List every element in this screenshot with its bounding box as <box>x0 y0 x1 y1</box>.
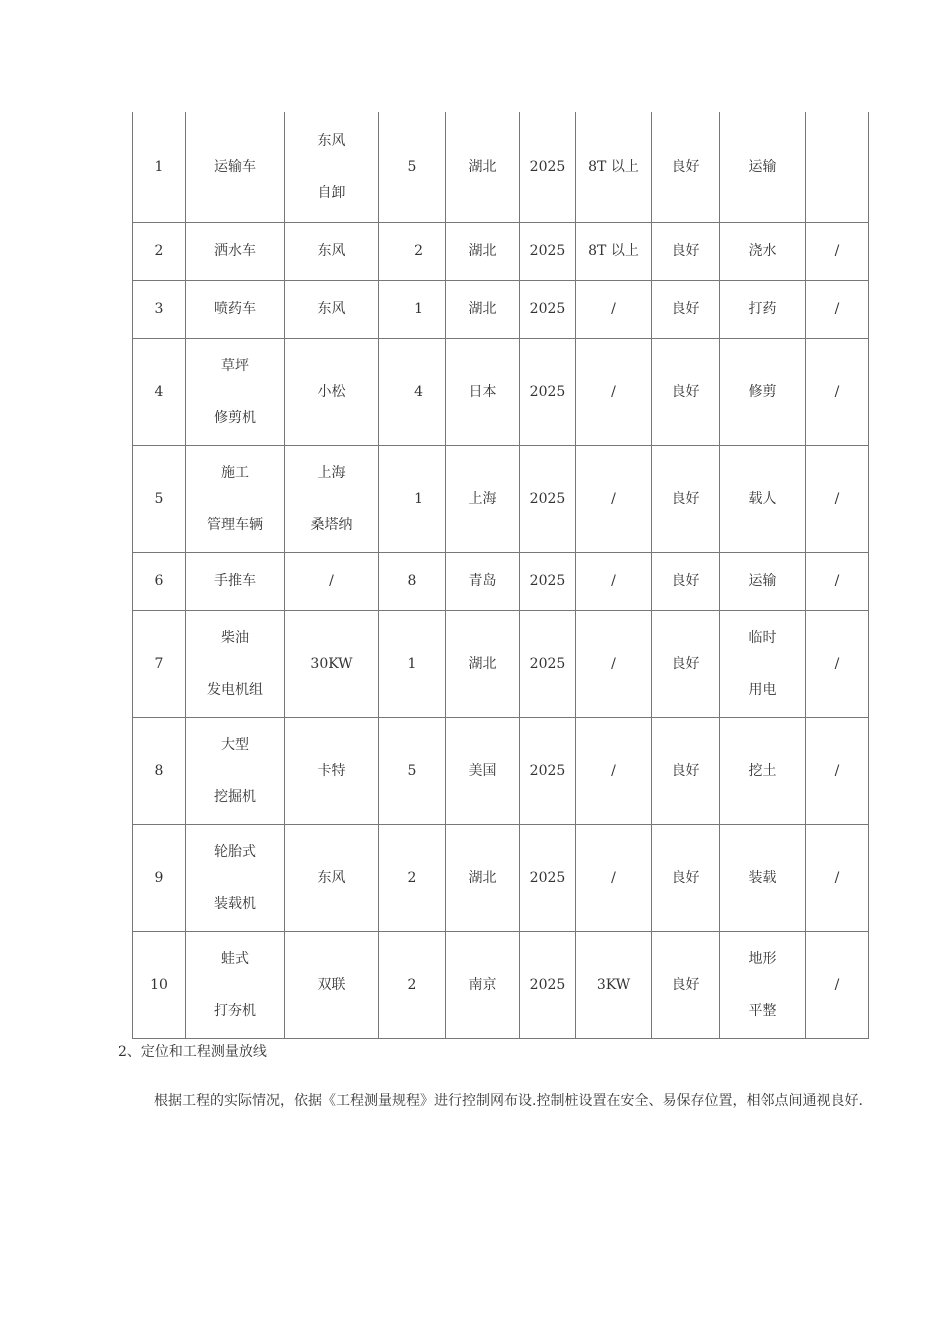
cell-brand-line: / <box>329 573 334 589</box>
cell-remark-text: / <box>834 383 840 400</box>
cell-brand-line: 双联 <box>317 976 346 993</box>
cell-brand <box>285 445 379 552</box>
cell-brand-line: 东风 <box>317 869 346 886</box>
cell-brand <box>285 338 379 445</box>
cell-use-line: 运输 <box>748 158 777 175</box>
cell-use <box>720 824 806 931</box>
cell-capacity <box>576 112 652 222</box>
cell-no-text: 4 <box>154 383 164 400</box>
cell-name <box>186 445 285 552</box>
cell-condition <box>652 931 720 1038</box>
cell-qty <box>379 112 446 222</box>
cell-year <box>520 717 576 824</box>
cell-remark-text: / <box>834 301 840 317</box>
cell-use-line: 修剪 <box>748 383 777 400</box>
cell-condition-text: 良好 <box>671 158 700 175</box>
cell-remark <box>806 610 869 717</box>
cell-condition <box>652 610 720 717</box>
cell-remark-text: / <box>834 762 840 779</box>
cell-qty-text: 2 <box>407 976 417 993</box>
cell-origin <box>446 824 520 931</box>
cell-name <box>186 112 285 222</box>
cell-use-line: 平整 <box>748 1002 777 1019</box>
cell-remark <box>806 280 869 338</box>
cell-remark <box>806 552 869 610</box>
cell-remark <box>806 338 869 445</box>
cell-qty <box>379 824 446 931</box>
cell-qty <box>379 610 446 717</box>
cell-origin-text: 湖北 <box>468 243 497 259</box>
cell-no-text: 9 <box>154 869 164 886</box>
cell-capacity <box>576 824 652 931</box>
cell-capacity-text: / <box>611 869 616 886</box>
cell-remark-text: / <box>834 976 840 993</box>
cell-name-line: 挖掘机 <box>214 788 256 805</box>
cell-name-line: 草坪 <box>221 357 249 374</box>
cell-no-text: 1 <box>154 158 164 175</box>
cell-brand-line: 桑塔纳 <box>310 516 353 533</box>
cell-use <box>720 338 806 445</box>
cell-condition-text: 良好 <box>671 383 700 400</box>
cell-year <box>520 610 576 717</box>
cell-qty-text: 8 <box>407 573 417 589</box>
cell-name-line: 施工 <box>221 464 249 481</box>
cell-brand <box>285 112 379 222</box>
cell-name <box>186 222 285 280</box>
cell-year <box>520 222 576 280</box>
cell-year <box>520 824 576 931</box>
cell-brand <box>285 280 379 338</box>
cell-qty <box>379 931 446 1038</box>
cell-remark <box>806 717 869 824</box>
cell-capacity-text: / <box>611 490 616 507</box>
cell-year-text: 2025 <box>529 869 566 886</box>
cell-use-line: 载人 <box>748 490 777 507</box>
cell-qty <box>379 552 446 610</box>
cell-qty-text: 5 <box>407 158 417 175</box>
cell-name <box>186 931 285 1038</box>
cell-capacity <box>576 222 652 280</box>
cell-year <box>520 445 576 552</box>
cell-year-text: 2025 <box>529 158 566 175</box>
cell-condition <box>652 112 720 222</box>
cell-capacity-text: 8T 以上 <box>588 243 639 259</box>
cell-brand <box>285 931 379 1038</box>
cell-no <box>133 445 186 552</box>
cell-brand-line: 东风 <box>317 132 346 149</box>
cell-no-text: 2 <box>154 243 164 259</box>
cell-brand <box>285 717 379 824</box>
cell-qty-text: 1 <box>414 490 423 507</box>
cell-capacity-text: 3KW <box>596 976 631 993</box>
cell-capacity <box>576 552 652 610</box>
cell-name-line: 喷药车 <box>214 301 256 317</box>
cell-use <box>720 552 806 610</box>
cell-capacity-text: 8T 以上 <box>588 158 639 175</box>
cell-origin-text: 湖北 <box>468 158 497 175</box>
cell-origin <box>446 222 520 280</box>
cell-origin-text: 湖北 <box>468 301 497 317</box>
cell-year-text: 2025 <box>529 976 566 993</box>
cell-remark <box>806 445 869 552</box>
cell-brand-line: 东风 <box>317 301 346 317</box>
cell-name-line: 轮胎式 <box>214 843 256 860</box>
cell-brand-line: 东风 <box>317 243 346 259</box>
cell-remark-text: / <box>834 869 840 886</box>
table-row <box>133 610 869 717</box>
table-row <box>133 338 869 445</box>
cell-origin <box>446 445 520 552</box>
table-row <box>133 222 869 280</box>
cell-origin <box>446 717 520 824</box>
cell-condition-text: 良好 <box>671 976 700 993</box>
cell-name-line: 发电机组 <box>207 681 263 698</box>
cell-use-line: 运输 <box>748 573 777 589</box>
cell-name <box>186 280 285 338</box>
cell-qty <box>379 280 446 338</box>
cell-year-text: 2025 <box>529 655 566 672</box>
cell-no <box>133 610 186 717</box>
cell-name-line: 洒水车 <box>214 243 256 259</box>
cell-condition-text: 良好 <box>671 655 700 672</box>
cell-origin-text: 湖北 <box>468 869 497 886</box>
cell-origin <box>446 112 520 222</box>
section-heading: 2、定位和工程测量放线 <box>118 1044 267 1060</box>
cell-remark <box>806 824 869 931</box>
cell-qty <box>379 717 446 824</box>
cell-capacity <box>576 931 652 1038</box>
cell-year-text: 2025 <box>529 301 566 317</box>
cell-year <box>520 112 576 222</box>
cell-name <box>186 610 285 717</box>
cell-year-text: 2025 <box>529 762 566 779</box>
cell-use <box>720 717 806 824</box>
cell-capacity-text: / <box>611 762 616 779</box>
cell-qty-text: 2 <box>407 869 417 886</box>
cell-name-line: 装载机 <box>214 895 256 912</box>
cell-origin <box>446 931 520 1038</box>
cell-qty <box>379 338 446 445</box>
cell-brand <box>285 222 379 280</box>
cell-condition <box>652 717 720 824</box>
cell-remark-text: / <box>834 490 840 507</box>
cell-no-text: 7 <box>154 655 164 672</box>
cell-no-text: 8 <box>154 762 164 779</box>
cell-origin-text: 上海 <box>468 490 497 507</box>
table-row <box>133 824 869 931</box>
cell-name-line: 打夯机 <box>214 1002 256 1019</box>
cell-use-line: 挖土 <box>748 762 777 779</box>
cell-condition-text: 良好 <box>671 301 700 317</box>
cell-use-line: 临时 <box>748 629 777 646</box>
cell-name-line: 蛙式 <box>221 950 249 967</box>
cell-qty-text: 1 <box>407 655 417 672</box>
cell-condition-text: 良好 <box>671 869 700 886</box>
cell-remark <box>806 222 869 280</box>
cell-year-text: 2025 <box>529 383 566 400</box>
cell-condition-text: 良好 <box>671 490 700 507</box>
cell-origin <box>446 338 520 445</box>
cell-name <box>186 717 285 824</box>
cell-condition <box>652 338 720 445</box>
cell-condition <box>652 280 720 338</box>
cell-use <box>720 445 806 552</box>
cell-name-line: 运输车 <box>214 158 256 175</box>
cell-condition <box>652 445 720 552</box>
cell-no <box>133 112 186 222</box>
cell-remark <box>806 931 869 1038</box>
cell-no <box>133 222 186 280</box>
cell-year-text: 2025 <box>529 490 566 507</box>
equipment-table-body <box>133 112 869 1038</box>
cell-origin-text: 青岛 <box>468 573 497 589</box>
cell-capacity-text: / <box>611 573 616 589</box>
cell-capacity-text: / <box>611 383 616 400</box>
cell-remark-text: / <box>834 573 840 589</box>
cell-use <box>720 610 806 717</box>
cell-capacity-text: / <box>611 301 616 317</box>
cell-origin <box>446 610 520 717</box>
cell-condition <box>652 222 720 280</box>
cell-no-text: 5 <box>154 490 164 507</box>
cell-no-text: 10 <box>150 976 168 993</box>
cell-no <box>133 824 186 931</box>
cell-remark-text: / <box>834 655 840 672</box>
cell-brand-line: 自卸 <box>317 184 346 201</box>
cell-brand-line: 小松 <box>317 383 346 400</box>
cell-capacity <box>576 280 652 338</box>
cell-name <box>186 552 285 610</box>
equipment-table <box>132 112 869 1039</box>
cell-qty-text: 5 <box>407 762 417 779</box>
table-row <box>133 552 869 610</box>
cell-name-line: 手推车 <box>214 573 256 589</box>
table-row <box>133 931 869 1038</box>
cell-no <box>133 931 186 1038</box>
cell-name-line: 柴油 <box>221 629 249 646</box>
cell-use-line: 地形 <box>748 950 777 967</box>
cell-brand-line: 30KW <box>310 655 353 672</box>
table-row <box>133 112 869 222</box>
cell-name-line: 大型 <box>221 736 249 753</box>
cell-qty-text: 4 <box>414 383 423 400</box>
cell-origin-text: 湖北 <box>468 655 497 672</box>
section-paragraph: 根据工程的实际情况，依据《工程测量规程》进行控制网布设.控制桩设置在安全、易保存位置，相邻点间通视良好. <box>154 1093 863 1109</box>
cell-capacity-text: / <box>611 655 616 672</box>
cell-brand-line: 卡特 <box>317 762 346 779</box>
cell-year <box>520 280 576 338</box>
cell-condition <box>652 824 720 931</box>
cell-capacity <box>576 610 652 717</box>
cell-no <box>133 552 186 610</box>
cell-brand <box>285 552 379 610</box>
cell-name <box>186 824 285 931</box>
cell-year-text: 2025 <box>529 573 566 589</box>
cell-qty-text: 1 <box>414 301 423 317</box>
table-row <box>133 280 869 338</box>
cell-condition-text: 良好 <box>671 573 700 589</box>
cell-condition-text: 良好 <box>671 243 700 259</box>
cell-use-line: 装载 <box>748 869 777 886</box>
cell-year <box>520 338 576 445</box>
cell-condition-text: 良好 <box>671 762 700 779</box>
cell-use <box>720 280 806 338</box>
cell-capacity <box>576 445 652 552</box>
cell-use-line: 用电 <box>748 681 777 698</box>
cell-brand <box>285 824 379 931</box>
cell-origin-text: 日本 <box>468 383 497 400</box>
cell-no-text: 6 <box>154 573 164 589</box>
cell-brand-line: 上海 <box>317 464 346 481</box>
cell-use <box>720 931 806 1038</box>
cell-capacity <box>576 338 652 445</box>
cell-name-line: 修剪机 <box>214 409 256 426</box>
cell-use <box>720 112 806 222</box>
cell-qty <box>379 222 446 280</box>
cell-condition <box>652 552 720 610</box>
cell-year <box>520 931 576 1038</box>
cell-origin-text: 南京 <box>468 976 497 993</box>
cell-qty <box>379 445 446 552</box>
cell-origin-text: 美国 <box>468 762 497 779</box>
cell-capacity <box>576 717 652 824</box>
cell-no <box>133 280 186 338</box>
cell-no <box>133 338 186 445</box>
cell-origin <box>446 552 520 610</box>
cell-year <box>520 552 576 610</box>
cell-qty-text: 2 <box>414 243 423 259</box>
cell-remark-text: / <box>834 243 840 259</box>
cell-year-text: 2025 <box>529 243 566 259</box>
cell-name-line: 管理车辆 <box>207 516 263 533</box>
cell-origin <box>446 280 520 338</box>
cell-no <box>133 717 186 824</box>
cell-no-text: 3 <box>154 301 164 317</box>
cell-use-line: 浇水 <box>748 243 777 259</box>
cell-name <box>186 338 285 445</box>
cell-remark <box>806 112 869 222</box>
table-row <box>133 717 869 824</box>
cell-use <box>720 222 806 280</box>
cell-use-line: 打药 <box>748 301 777 317</box>
cell-brand <box>285 610 379 717</box>
table-row <box>133 445 869 552</box>
